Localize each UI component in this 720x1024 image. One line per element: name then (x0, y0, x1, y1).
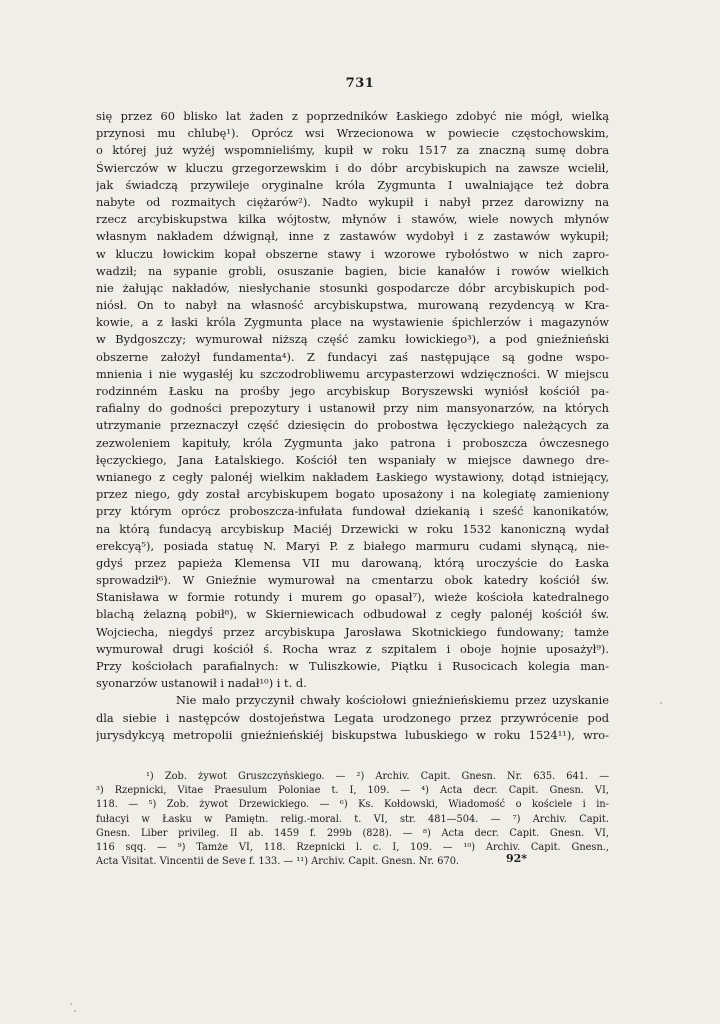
text-line: w Bydgoszczy; wymurował niższą część zamku łowickiego³), a pod gnieźnieński (96, 332, 609, 347)
text-line: w kluczu łowickim kopał obszerne stawy i wzorowe rybołóstwo w nich zapro- (96, 246, 609, 261)
footnote-line: ¹) Zob. żywot Gruszczyńskiego. — ²) Archiv. Capit. Gnesn. Nr. 635. 641. — (146, 771, 609, 782)
text-line: własnym nakładem dźwignął, inne z zastawów wydobył i z zastawów wykupił; (96, 229, 609, 244)
text-line: gdyś przez papieża Klemensa VII mu darowaną, którą uroczyście do Łaska (96, 555, 609, 570)
text-line: kowie, a z łaski króla Zygmunta place na wystawienie śpichlerzów i magazynów (96, 315, 609, 330)
text-line: wadził; na sypanie grobli, osuszanie bagien, bicie kanałów i rowów wielkich (96, 263, 609, 278)
text-line: rodzinném Łasku na prośby jego arcybiskup Boryszewski wyniósł kościół pa- (96, 384, 609, 398)
text-line: utrzymanie przeznaczył część dziesięcin do probostwa łęczyckiego należących za (96, 418, 609, 433)
footnote-line: Gnesn. Liber privileg. II ab. 1459 f. 299b (828). — ⁸) Acta decr. Capit. Gnesn. VI, (96, 827, 609, 839)
text-line: erekcyą⁵), posiada statuę N. Maryi P. z białego marmuru cudami słynącą, nie- (96, 538, 609, 553)
text-line: obszerne założył fundamenta⁴). Z fundacyi zaś następujące są godne wspo- (96, 349, 609, 364)
text-line: przy którym oprócz proboszcza-infułata fundował dziekanią i sześć kanonikatów, (96, 504, 609, 519)
text-line: łęczyckiego, Jana Łatalskiego. Kościół ten wspaniały w miejsce dawnego dre- (96, 452, 609, 467)
footnote-line: 118. — ⁵) Zob. żywot Drzewickiego. — ⁶) Ks. Kołdowski, Wiadomość o kościele i in- (96, 799, 609, 811)
text-line: wymurował drugi kościół ś. Rocha wraz z szpitalem i oboje hojnie uposażył⁹). (96, 641, 609, 656)
text-line: nie żałując nakładów, niesłychanie stosunki gospodarcze dóbr arcybiskupich pod- (96, 280, 609, 295)
scan-speck (660, 702, 662, 704)
text-line: zezwoleniem kapituły, króla Zygmunta jako patrona i proboszcza ówczesnego (96, 435, 609, 450)
scan-speck (70, 1003, 72, 1005)
paragraph-end-line: syonarzów ustanowił i nadał¹⁰) i t. d. (96, 676, 307, 691)
printer-signature-mark: 92* (506, 852, 528, 865)
footnote-line: 116 sqq. — ⁹) Tamże VI, 118. Rzepnicki l. c. I, 109. — ¹⁰) Archiv. Capit. Gnesn., (96, 841, 609, 853)
text-line: nabyte od rozmaitych ciężarów²). Nadto wykupił i nabył przez darowizny na (96, 194, 609, 209)
text-line: rzecz arcybiskupstwa kilka wójtostw, młynów i stawów, wiele nowych młynów (96, 212, 609, 227)
text-line: mnienia i nie wygasłéj ku szczodrobliwemu arcypasterzowi wdzięczności. W miejscu (96, 366, 609, 381)
text-line: Przy kościołach parafialnych: w Tuliszkowie, Piątku i Rusocicach kolegia man- (96, 659, 609, 673)
paragraph-start-line: Nie mało przyczynił chwały kościołowi gnieźnieńskiemu przez uzyskanie (176, 693, 609, 708)
text-line: o której już wyżéj wspomnieliśmy, kupił w roku 1517 za znaczną sumę dobra (96, 143, 609, 158)
text-line: sprowadził⁶). W Gnieźnie wymurował na cmentarzu obok katedry kościół św. (96, 573, 609, 588)
text-line: niósł. On to nabył na własność arcybiskupstwa, murowaną rezydencyą w Kra- (96, 298, 609, 313)
footnote-line: Acta Visitat. Vincentii de Seve f. 133. — ¹¹) Archiv. Capit. Gnesn. Nr. 670. (96, 856, 460, 868)
text-line: rafialny do godności prepozytury i ustanowił przy nim mansyonarzów, na których (96, 401, 609, 416)
text-line: dla siebie i następców dostojeństwa Legata urodzonego przez przywrócenie pod (96, 710, 609, 725)
text-line: przynosi mu chlubę¹). Oprócz wsi Wrzecionowa w powiecie częstochowskim, (96, 126, 609, 141)
text-line: się przez 60 blisko lat żaden z poprzedników Łaskiego zdobyć nie mógł, wielką (96, 109, 609, 123)
footnote-line: ³) Rzepnicki, Vitae Praesulum Poloniae t. I, 109. — ⁴) Acta decr. Capit. Gnesn. VI, (96, 785, 609, 797)
text-line: jurysdykcyą metropolii gnieźnieńskiéj biskupstwa lubuskiego w roku 1524¹¹), wro- (96, 727, 609, 742)
main-text-block (96, 108, 609, 744)
text-line: na którą fundacyą arcybiskup Maciéj Drzewicki w roku 1532 kanoniczną wydał (96, 521, 609, 536)
text-line: przez niego, gdy został arcybiskupem bogato uposażony i na kolegiatę zamieniony (96, 487, 609, 502)
text-line: Stanisława w formie rotundy i murem go opasał⁷), wieże kościoła katedralnego (96, 590, 609, 605)
scan-speck (74, 1010, 76, 1012)
text-line: Świerczów w kluczu grzegorzewskim i do dóbr arcybiskupich na zawsze wcielił, (96, 160, 609, 175)
footnote-line: fułacyi w Łasku w Pamiętn. relig.-moral. t. VI, str. 481—504. — ⁷) Archiv. Capit. (96, 813, 609, 825)
text-line: Wojciecha, niegdyś przez arcybiskupa Jarosława Skotnickiego fundowany; tamże (96, 624, 609, 639)
text-line: wnianego z cegły palonéj wielkim nakładem Łaskiego wystawiony, dotąd istniejący, (96, 469, 609, 484)
footnotes-block (96, 770, 609, 869)
page-number: 731 (345, 76, 375, 91)
text-line: blachą żelazną pobił⁸), w Skierniewicach odbudował z cegły palonéj kościół św. (96, 607, 609, 622)
text-line: jak świadczą przywileje oryginalne króla Zygmunta I uwalniające też dobra (96, 177, 609, 192)
